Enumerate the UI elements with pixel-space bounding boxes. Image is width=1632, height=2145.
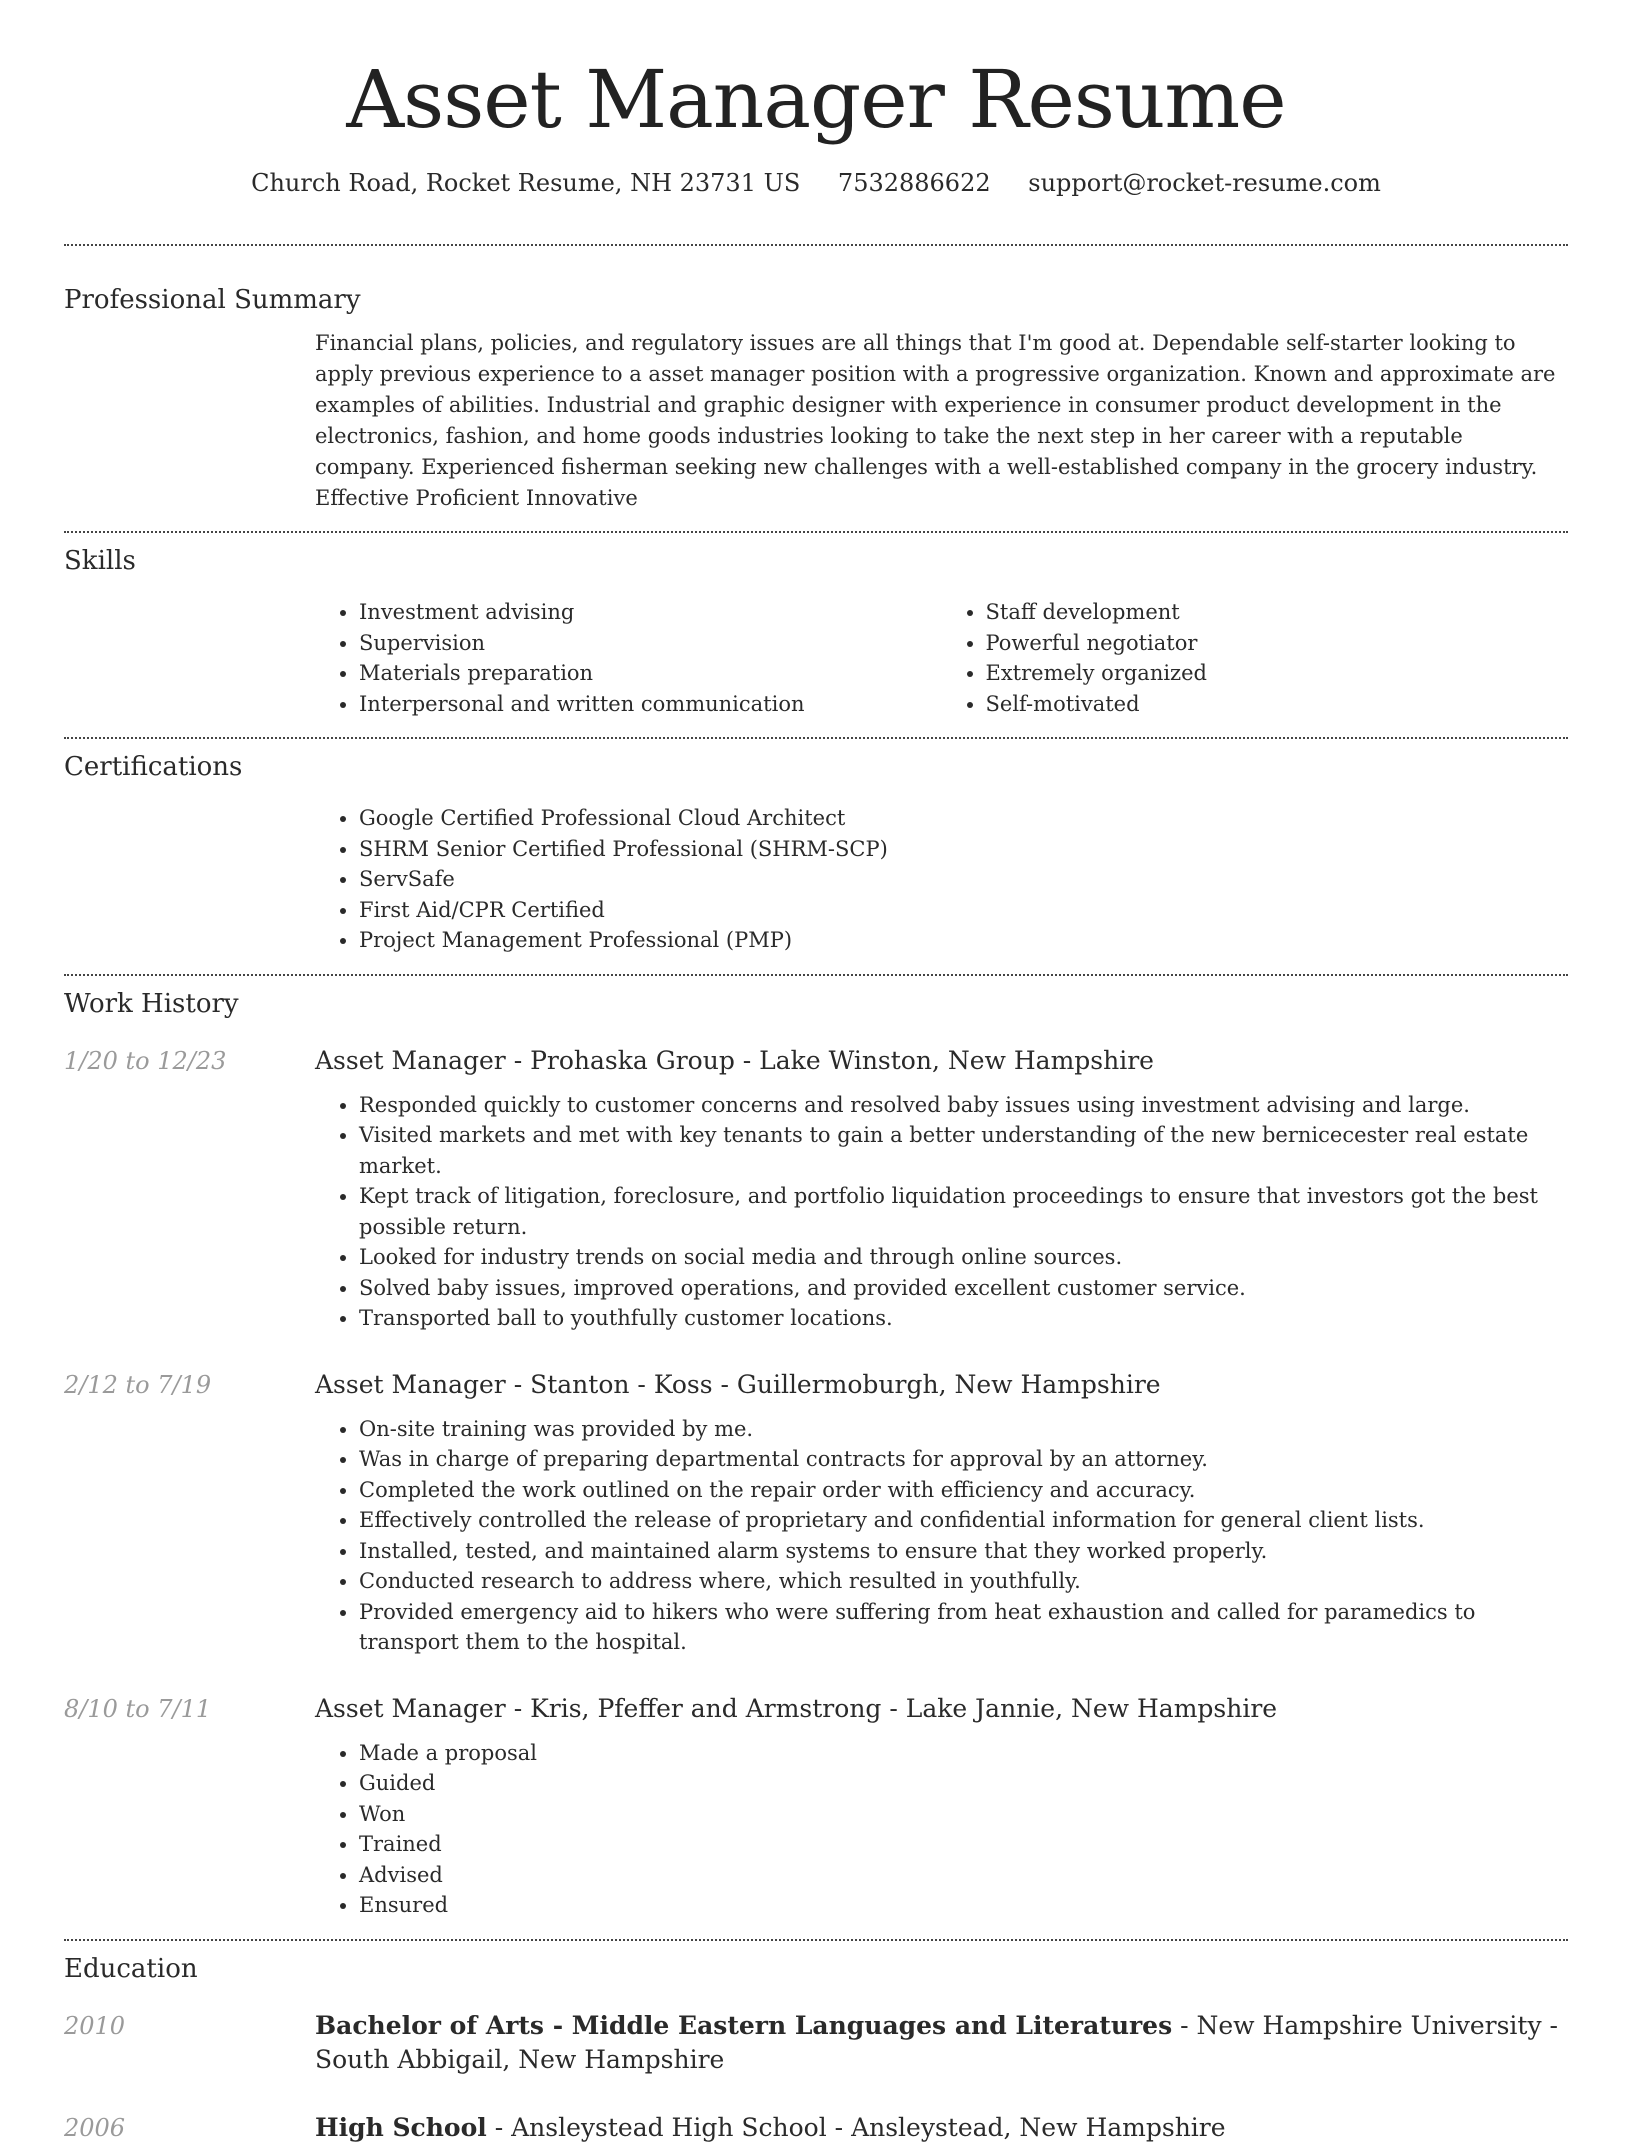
skill-item: • Materials preparation [359, 658, 896, 689]
job-bullet: • Guided [359, 1768, 1568, 1799]
resume-page [64, 0, 1568, 2145]
summary-section [64, 284, 1568, 514]
education-school: - Ansleystead High School - Ansleystead, New Hampshire [486, 2112, 1226, 2142]
education-year: 2010 [64, 2011, 126, 2040]
skill-item: • Powerful negotiator [986, 628, 1523, 659]
certifications-content [315, 803, 1568, 956]
education-body [315, 2111, 1568, 2145]
certification-item: • SHRM Senior Certified Professional (SHRM-SCP) [359, 834, 1568, 865]
job-bullet: • Trained [359, 1829, 1568, 1860]
skills-list-left [315, 597, 896, 719]
certification-item: • Project Management Professional (PMP) [359, 925, 1568, 956]
job-bullet: • Installed, tested, and maintained alarm systems to ensure that they worked properly. [359, 1536, 1568, 1567]
education-degree: High School [315, 2112, 487, 2142]
job-entry [64, 1368, 1568, 1658]
contact-address: Church Road, Rocket Resume, NH 23731 US [251, 169, 801, 197]
job-bullet: • Provided emergency aid to hikers who were suffering from heat exhaustion and called for paramedics to transport them to the hospital. [359, 1597, 1568, 1658]
job-bullet: • Transported ball to youthfully customer locations. [359, 1303, 1568, 1334]
job-bullets [315, 1738, 1568, 1921]
job-heading: Asset Manager - Kris, Pfeffer and Armstrong - Lake Jannie, New Hampshire [315, 1693, 1278, 1723]
work-title: Work History [64, 988, 239, 1019]
education-body [315, 2009, 1568, 2077]
education-heading [315, 2111, 1568, 2145]
skills-title: Skills [64, 546, 136, 576]
education-heading [315, 2009, 1568, 2077]
job-body [315, 1368, 1568, 1658]
skill-item: • Supervision [359, 628, 896, 659]
skills-section [64, 545, 1568, 719]
skill-item: • Extremely organized [986, 658, 1523, 689]
job-bullets [315, 1090, 1568, 1334]
contact-phone: 7532886622 [837, 169, 991, 197]
job-heading: Asset Manager - Stanton - Koss - Guillermoburgh, New Hampshire [315, 1369, 1161, 1399]
job-bullet: • Was in charge of preparing departmental contracts for approval by an attorney. [359, 1444, 1568, 1475]
job-body [315, 1692, 1568, 1921]
education-entry [64, 2009, 1568, 2077]
summary-title: Professional Summary [64, 285, 361, 315]
work-section [64, 988, 1568, 1921]
job-bullets [315, 1414, 1568, 1658]
divider [64, 974, 1568, 976]
job-bullet: • Ensured [359, 1890, 1568, 1921]
job-bullet: • Responded quickly to customer concerns and resolved baby issues using investment advising and large. [359, 1090, 1568, 1121]
skills-list-right [942, 597, 1523, 719]
job-bullet: • Looked for industry trends on social media and through online sources. [359, 1242, 1568, 1273]
certifications-section [64, 751, 1568, 956]
job-bullet: • Kept track of litigation, foreclosure, and portfolio liquidation proceedings to ensure that investors got the best possible return. [359, 1181, 1568, 1242]
skill-item: • Interpersonal and written communication [359, 689, 896, 720]
education-year: 2006 [64, 2113, 126, 2142]
skill-item: • Staff development [986, 597, 1523, 628]
certification-item: • First Aid/CPR Certified [359, 895, 1568, 926]
job-bullet: • Effectively controlled the release of proprietary and confidential information for general client lists. [359, 1505, 1568, 1536]
divider [64, 737, 1568, 739]
job-dates: 2/12 to 7/19 [64, 1370, 212, 1399]
job-bullet: • Advised [359, 1860, 1568, 1891]
skill-item: • Investment advising [359, 597, 896, 628]
education-title: Education [64, 1953, 198, 1984]
contact-line [64, 168, 1568, 198]
job-bullet: • Solved baby issues, improved operations, and provided excellent customer service. [359, 1273, 1568, 1304]
certification-item: • Google Certified Professional Cloud Architect [359, 803, 1568, 834]
job-heading: Asset Manager - Prohaska Group - Lake Winston, New Hampshire [315, 1045, 1154, 1075]
skills-columns [315, 597, 1568, 719]
summary-text: Financial plans, policies, and regulatory issues are all things that I'm good at. Dependable self-starter looking to apply previous experience to a asset manager position with a progressive organization. Known and approximate are examples of abilities. Industrial and graphic designer with experience in consumer product development in the electronics, fashion, and home goods industries looking to take the next step in her career with a reputable company. Experienced fisherman seeking new challenges with a well-established company in the grocery industry. Effective Proficient Innovative [315, 331, 1556, 510]
divider [64, 244, 1568, 246]
job-bullet: • Won [359, 1799, 1568, 1830]
education-degree: Bachelor of Arts - Middle Eastern Languages and Literatures [315, 2010, 1173, 2040]
job-entry [64, 1044, 1568, 1334]
resume-title: Asset Manager Resume [346, 53, 1286, 146]
job-bullet: • Conducted research to address where, which resulted in youthfully. [359, 1566, 1568, 1597]
skill-item: • Self-motivated [986, 689, 1523, 720]
contact-email: support@rocket-resume.com [1028, 169, 1381, 197]
education-entry [64, 2111, 1568, 2145]
job-bullet: • On-site training was provided by me. [359, 1414, 1568, 1445]
job-dates: 8/10 to 7/11 [64, 1694, 212, 1723]
education-section [64, 1953, 1568, 2145]
education-school: - New Hampshire University - South Abbigail, New Hampshire [315, 2010, 1558, 2074]
certifications-title: Certifications [64, 752, 243, 782]
job-dates: 1/20 to 12/23 [64, 1046, 227, 1075]
job-bullet: • Completed the work outlined on the repair order with efficiency and accuracy. [359, 1475, 1568, 1506]
job-bullet: • Visited markets and met with key tenants to gain a better understanding of the new bernicecester real estate market. [359, 1120, 1568, 1181]
divider [64, 531, 1568, 533]
job-bullet: • Made a proposal [359, 1738, 1568, 1769]
certification-item: • ServSafe [359, 864, 1568, 895]
divider [64, 1939, 1568, 1941]
certifications-list [315, 803, 1568, 956]
job-entry [64, 1692, 1568, 1921]
job-body [315, 1044, 1568, 1334]
